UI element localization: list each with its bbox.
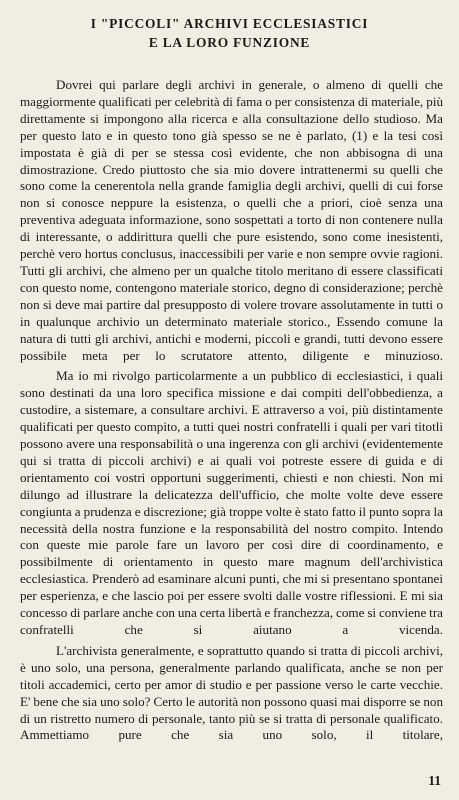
page-title bbox=[0, 14, 459, 52]
title-line-1: I "PICCOLI" ARCHIVI ECCLESIASTICI bbox=[90, 16, 369, 31]
paragraph-1: Dovrei qui parlare degli archivi in generale, o almeno di quelli che maggiormente qualificati per celebrità di fama o per consistenza di materiale, più direttamente si impongono alla ricerca e alla consultazione dello studioso. Ma per questo lato e in questo tono già spesso se ne è parlato, (1) e la tesi così impostata è già di per se stessa così evidente, che non abbisogna di una dimostrazione. Credo piuttosto che sia mio dovere intrattenermi su quelli che sono come la cenerentola nella grande famiglia degli archivi, quelli di cui forse non si conosce neppure la esistenza, o quelli che a priori, cioè senza una preventiva adeguata informazione, sono sospettati a torto di non contenere nulla di interessante, o addirittura quelli che pure esistendo, sono come inesistenti, perchè vero hortus conclusus, inaccessibili per varie e non sempre ovvie ragioni. Tutti gli archivi, che almeno per un qualche titolo meritano di essere classificati con questo nome, contengono materiale storico, degno di considerazione; perchè non si deve mai partire dal presupposto di volere trovare assolutamente in tutti o in qualunque archivio un determinato materiale storico., Essendo comune la natura di tutti gli archivi, antichi e moderni, piccoli e grandi, tutti devono essere possibile meta per lo scrutatore attento, diligente e minuzioso. bbox=[20, 77, 443, 363]
title-line-2: E LA LORO FUNZIONE bbox=[148, 35, 311, 50]
page-number: 11 bbox=[428, 773, 441, 788]
paragraph-2: Ma io mi rivolgo particolarmente a un pubblico di ecclesiastici, i quali sono destinati da una loro specifica missione e dai compiti dell'obbedienza, a custodire, a sistemare, a consultare archivi. E attraverso a voi, più distintamente qualificati per questo compito, a tutti quei nostri confratelli i quali per vari titotli possono avere una responsabilità o una ingerenza con gli archivi (evidentemente qui si tratta di piccoli archivi) e ai quali voi potreste essere di guida e di orientamento coi vostri opportuni suggerimenti, chiesti e non chiesti. Non mi dilungo ad illustrare la delicatezza dell'ufficio, che molte volte deve essere congiunta a prudenza e discrezione; già troppe volte è stato fatto il punto sopra la necessità della nostra funzione e la responsabilità del nostro compito. Intendo con queste mie parole fare un lavoro per così dire di coordinamento, e possibilmente di orientamento in questo mare magnum dell'archivistica ecclesiastica. Prenderò ad esaminare alcuni punti, che mi si presentano spontanei per esperienza, e che lascio poi per essere svolti dalle vostre riflessioni. E mi sia concesso di parlare anche con una certa libertà e franchezza, come si conviene tra confratelli che si aiutano a vicenda. bbox=[20, 368, 443, 637]
paragraph-3: L'archivista generalmente, e soprattutto quando si tratta di piccoli archivi, è uno solo, una persona, generalmente parlando qualificata, anche se non per titoli accademici, certo per amor di studio e per passione verso le carte vecchie. E' bene che sia uno solo? Certo le autorità non possono quasi mai disporre se non di un ristretto numero di personale, tanto più se si tratta di personale qualificato. Ammettiamo pure che sia uno solo, il titolare, bbox=[20, 642, 443, 743]
body-text bbox=[20, 77, 443, 744]
